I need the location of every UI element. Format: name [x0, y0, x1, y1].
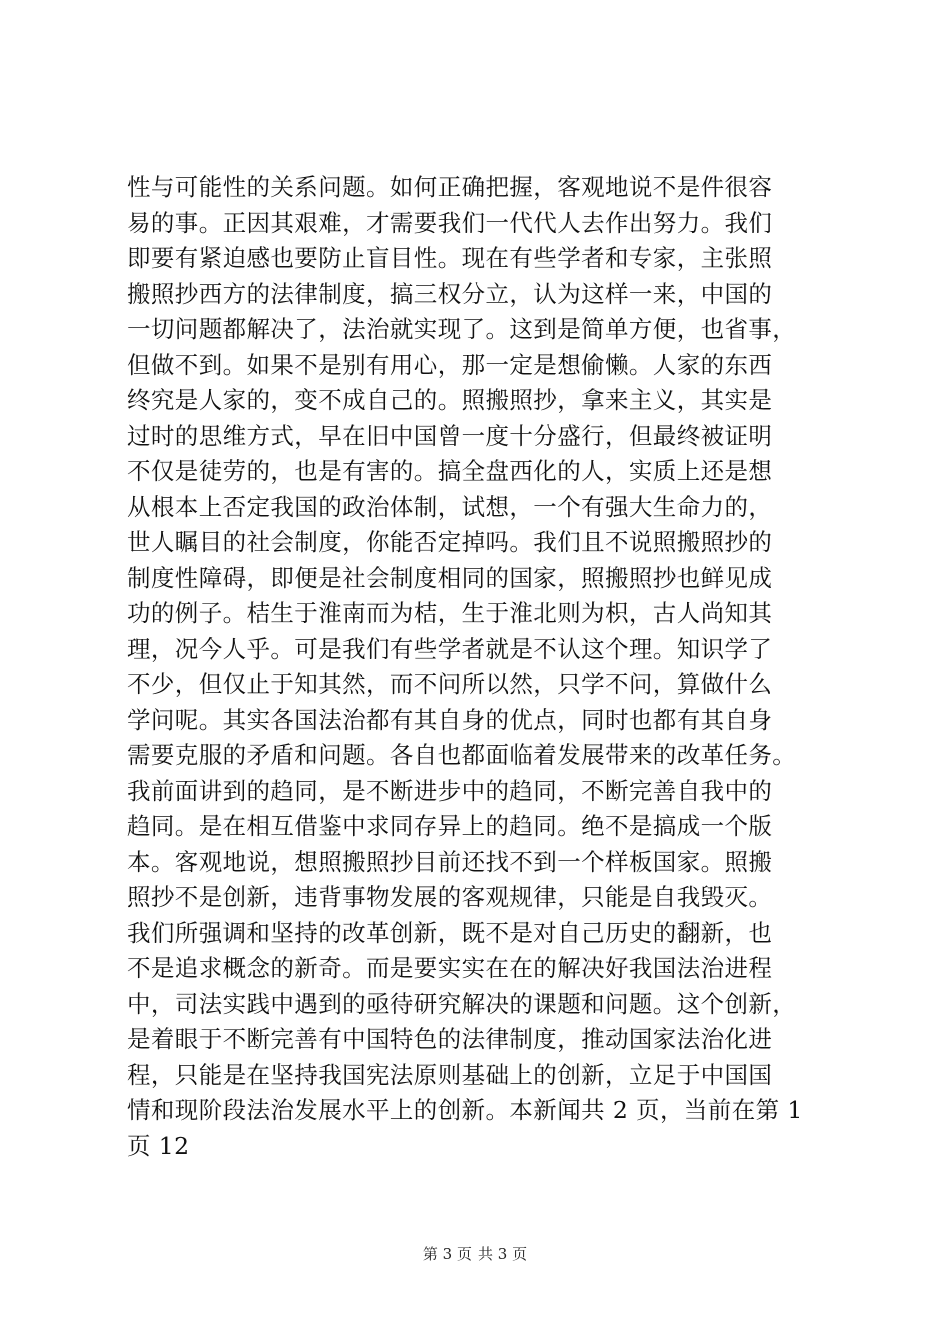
- text-line: 过时的思维方式，早在旧中国曾一度十分盛行，但最终被证明: [127, 421, 773, 450]
- text-line: 是着眼于不断完善有中国特色的法律制度，推动国家法治化进: [127, 1025, 773, 1053]
- text-line: 学问呢。其实各国法治都有其自身的优点，同时也都有其自身: [127, 705, 773, 734]
- page-number: 第 3 页: [422, 1245, 472, 1263]
- text-line: 我前面讲到的趋同，是不断进步中的趋同，不断完善自我中的: [127, 776, 773, 805]
- body-text: [127, 170, 857, 1164]
- text-line: 不少，但仅止于知其然，而不问所以然，只学不问，算做什么: [127, 670, 773, 698]
- text-line: 本。客观地说，想照搬照抄目前还找不到一个样板国家。照搬: [127, 847, 773, 876]
- text-line: 终究是人家的，变不成自己的。照搬照抄，拿来主义，其实是: [127, 386, 773, 414]
- text-line: 搬照抄西方的法律制度，搞三权分立，认为这样一来，中国的: [127, 279, 773, 308]
- text-line: 情和现阶段法治发展水平上的创新。本新闻共 2 页，当前在第 1: [127, 1096, 803, 1124]
- text-line: 我们所强调和坚持的改革创新，既不是对自己历史的翻新，也: [127, 918, 773, 947]
- text-line: 中，司法实践中遇到的亟待研究解决的课题和问题。这个创新，: [127, 989, 797, 1018]
- text-line: 理，况今人乎。可是我们有些学者就是不认这个理。知识学了: [127, 634, 773, 663]
- text-line: 即要有紧迫感也要防止盲目性。现在有些学者和专家，主张照: [127, 244, 773, 272]
- text-line: 从根本上否定我国的政治体制，试想，一个有强大生命力的，: [127, 492, 773, 521]
- page-total: 共 3 页: [478, 1245, 528, 1263]
- page-footer: [0, 1244, 950, 1264]
- text-line: 页 12: [127, 1131, 190, 1160]
- text-line: 但做不到。如果不是别有用心，那一定是想偷懒。人家的东西: [127, 350, 773, 379]
- text-line: 制度性障碍，即便是社会制度相同的国家，照搬照抄也鲜见成: [127, 563, 773, 592]
- text-line: 易的事。正因其艰难，才需要我们一代代人去作出努力。我们: [127, 208, 773, 237]
- text-line: 世人瞩目的社会制度，你能否定掉吗。我们且不说照搬照抄的: [127, 528, 773, 556]
- text-line: 一切问题都解决了，法治就实现了。这到是简单方便，也省事，: [127, 315, 797, 343]
- text-line: 性与可能性的关系问题。如何正确把握，客观地说不是件很容: [127, 173, 773, 201]
- text-line: 程，只能是在坚持我国宪法原则基础上的创新，立足于中国国: [127, 1060, 773, 1089]
- text-line: 不是追求概念的新奇。而是要实实在在的解决好我国法治进程: [127, 954, 773, 982]
- text-line: 趋同。是在相互借鉴中求同存异上的趋同。绝不是搞成一个版: [127, 812, 773, 840]
- text-line: 功的例子。桔生于淮南而为桔，生于淮北则为枳，古人尚知其: [127, 599, 773, 627]
- text-line: 照抄不是创新，违背事物发展的客观规律，只能是自我毁灭。: [127, 883, 773, 911]
- text-line: 不仅是徒劳的，也是有害的。搞全盘西化的人，实质上还是想: [127, 457, 773, 485]
- text-line: 需要克服的矛盾和问题。各自也都面临着发展带来的改革任务。: [127, 741, 797, 769]
